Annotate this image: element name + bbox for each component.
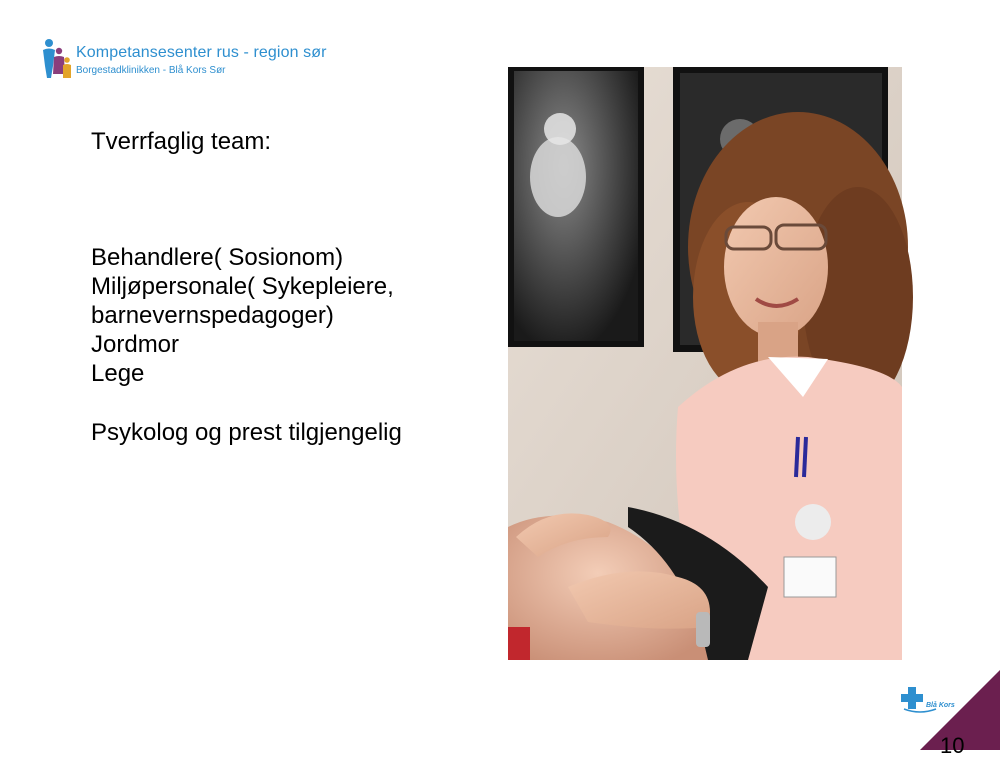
photo-illustration [508, 67, 902, 660]
slide-heading: Tverrfaglig team: [91, 128, 272, 155]
blue-cross-icon [900, 685, 955, 715]
list-item: Miljøpersonale( Sykepleiere, [91, 273, 394, 300]
org-name: Kompetansesenter rus - region sør [76, 44, 327, 61]
brand-name: Blå Kors [926, 702, 955, 709]
list-item: Jordmor [91, 331, 180, 358]
availability-note: Psykolog og prest tilgjengelig [91, 419, 402, 446]
list-item: Lege [91, 360, 145, 387]
org-subtitle: Borgestadklinikken - Blå Kors Sør [76, 65, 226, 76]
list-item: barnevernspedagoger) [91, 302, 334, 329]
midwife-photo [508, 67, 902, 660]
list-item: Behandlere( Sosionom) [91, 244, 344, 271]
page-number: 10 [940, 733, 965, 758]
org-logo [40, 38, 340, 83]
team-list [91, 243, 394, 388]
family-figures-icon [40, 38, 72, 82]
